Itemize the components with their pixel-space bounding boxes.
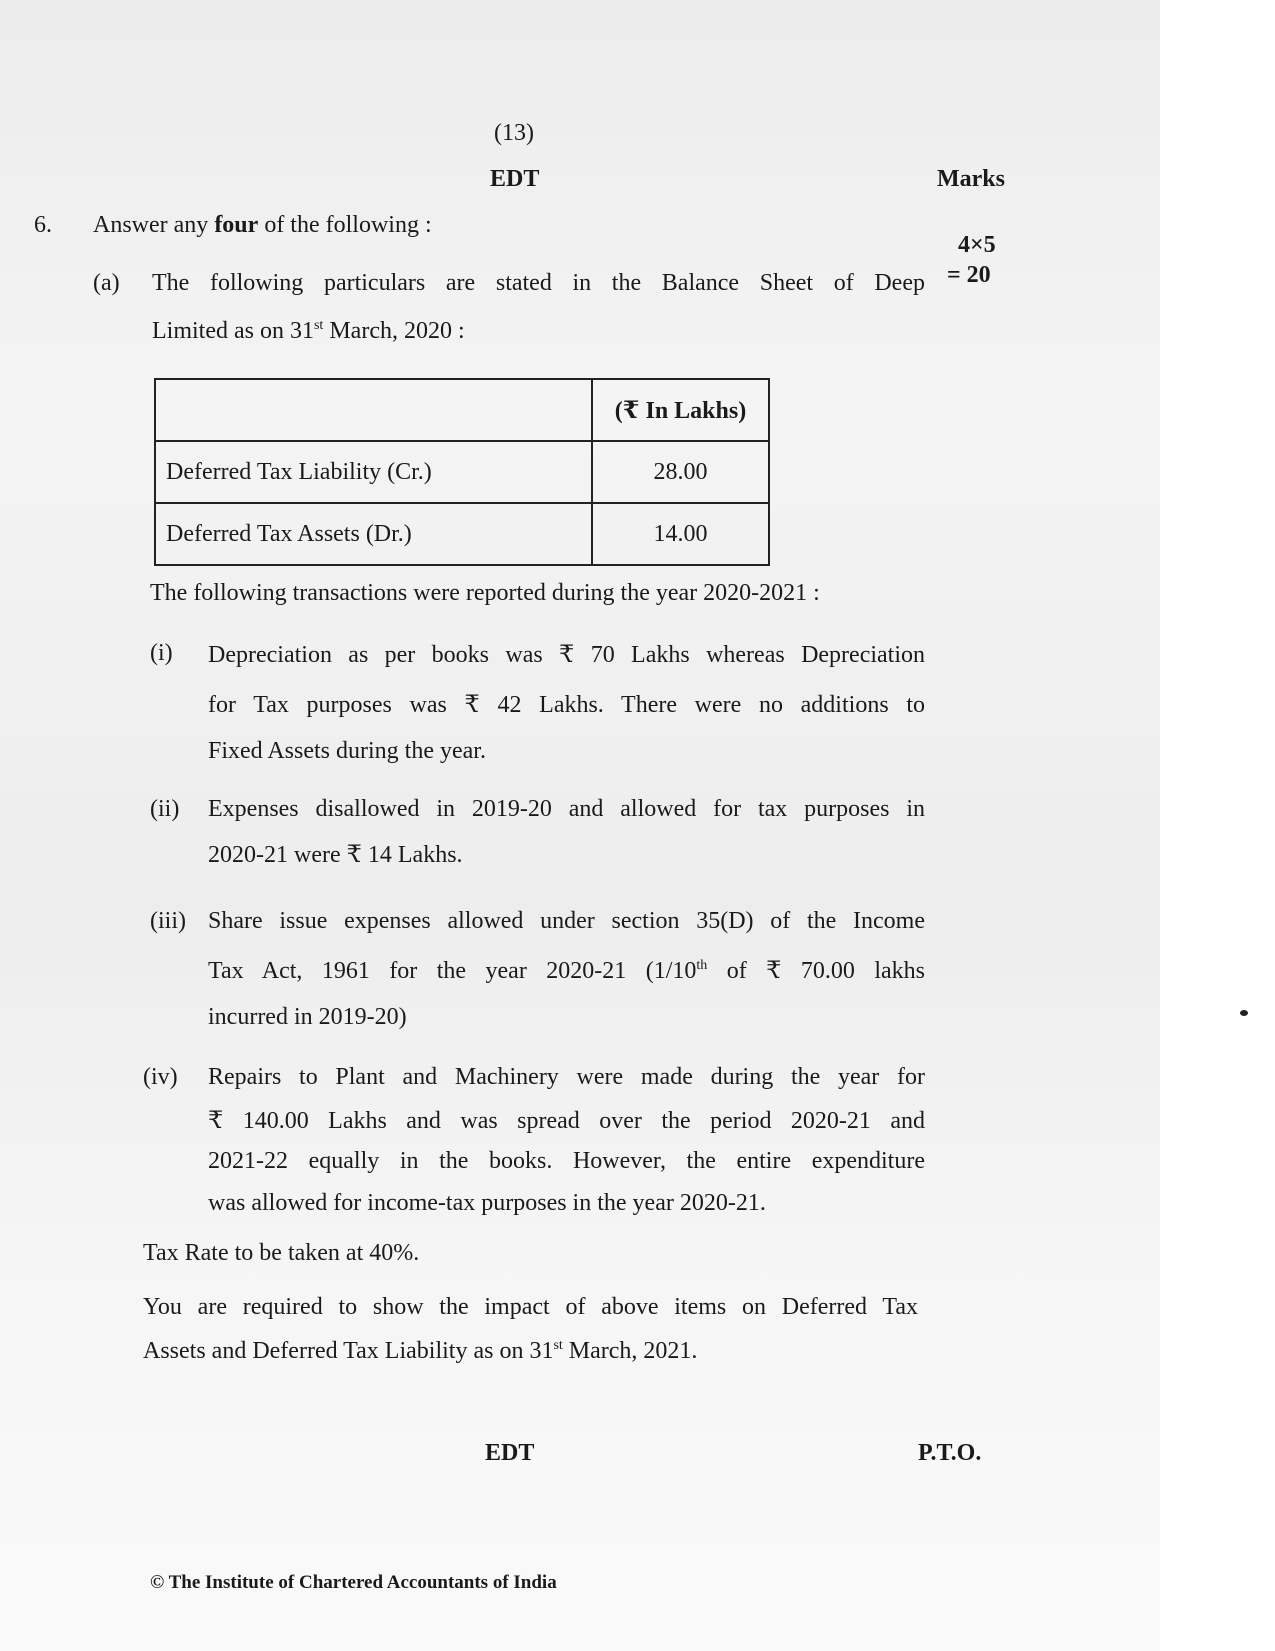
table-row: [155, 441, 769, 503]
table-row: [155, 503, 769, 565]
question-number: 6.: [34, 212, 52, 238]
item-iv-line4: was allowed for income-tax purposes in the year 2020-21.: [208, 1190, 766, 1216]
paper-code-header: EDT: [490, 166, 540, 192]
item-ii-line2: 2020-21 were ₹ 14 Lakhs.: [208, 842, 463, 868]
item-ii-line1: Expenses disallowed in 2019-20 and allowed for tax purposes in: [208, 796, 925, 822]
item-label-iii: (iii): [150, 908, 186, 934]
part-a-line2: Limited as on 31st March, 2020 :: [152, 318, 465, 344]
row-label-dta: Deferred Tax Assets (Dr.): [155, 503, 592, 565]
table-cell-empty: [155, 379, 592, 441]
item-iii-line3: incurred in 2019-20): [208, 1004, 407, 1030]
balance-sheet-table: [154, 378, 770, 566]
question-intro: Answer any four of the following :: [93, 212, 432, 238]
marks-total: = 20: [947, 262, 991, 288]
transactions-intro: The following transactions were reported during the year 2020-2021 :: [150, 580, 820, 606]
item-i-line2: for Tax purposes was ₹ 42 Lakhs. There were no additions to: [208, 692, 925, 718]
item-label-ii: (ii): [150, 796, 180, 822]
scan-speck: [1240, 1010, 1248, 1016]
marks-allocation: 4×5: [958, 232, 996, 258]
item-iii-line2: Tax Act, 1961 for the year 2020-21 (1/10th of ₹ 70.00 lakhs: [208, 958, 926, 984]
marks-heading: Marks: [937, 166, 1005, 192]
item-label-iv: (iv): [143, 1064, 178, 1090]
paper-code-footer: EDT: [485, 1440, 535, 1466]
item-i-line3: Fixed Assets during the year.: [208, 738, 486, 764]
row-amount-dtl: 28.00: [592, 441, 769, 503]
required-line1: You are required to show the impact of above items on Deferred Tax: [143, 1294, 918, 1320]
amount-column-header: (₹ In Lakhs): [592, 379, 769, 441]
required-line2: Assets and Deferred Tax Liability as on 31st March, 2021.: [143, 1338, 698, 1364]
row-label-dtl: Deferred Tax Liability (Cr.): [155, 441, 592, 503]
item-iv-line1: Repairs to Plant and Machinery were made during the year for: [208, 1064, 925, 1090]
part-label: (a): [93, 270, 120, 296]
item-iv-line2: ₹ 140.00 Lakhs and was spread over the period 2020-21 and: [208, 1108, 925, 1134]
page-number: (13): [494, 120, 534, 146]
page-margin: [1160, 0, 1275, 1651]
page-turn-note: P.T.O.: [918, 1440, 982, 1466]
item-label-i: (i): [150, 640, 173, 666]
table-header-row: [155, 379, 769, 441]
part-a-line1: The following particulars are stated in the Balance Sheet of Deep: [152, 270, 925, 296]
item-iii-line1: Share issue expenses allowed under section 35(D) of the Income: [208, 908, 925, 934]
item-iv-line3: 2021-22 equally in the books. However, the entire expenditure: [208, 1148, 925, 1174]
copyright-notice: © The Institute of Chartered Accountants of India: [150, 1572, 557, 1593]
tax-rate-note: Tax Rate to be taken at 40%.: [143, 1240, 420, 1266]
item-i-line1: Depreciation as per books was ₹ 70 Lakhs whereas Depreciation: [208, 642, 925, 668]
row-amount-dta: 14.00: [592, 503, 769, 565]
